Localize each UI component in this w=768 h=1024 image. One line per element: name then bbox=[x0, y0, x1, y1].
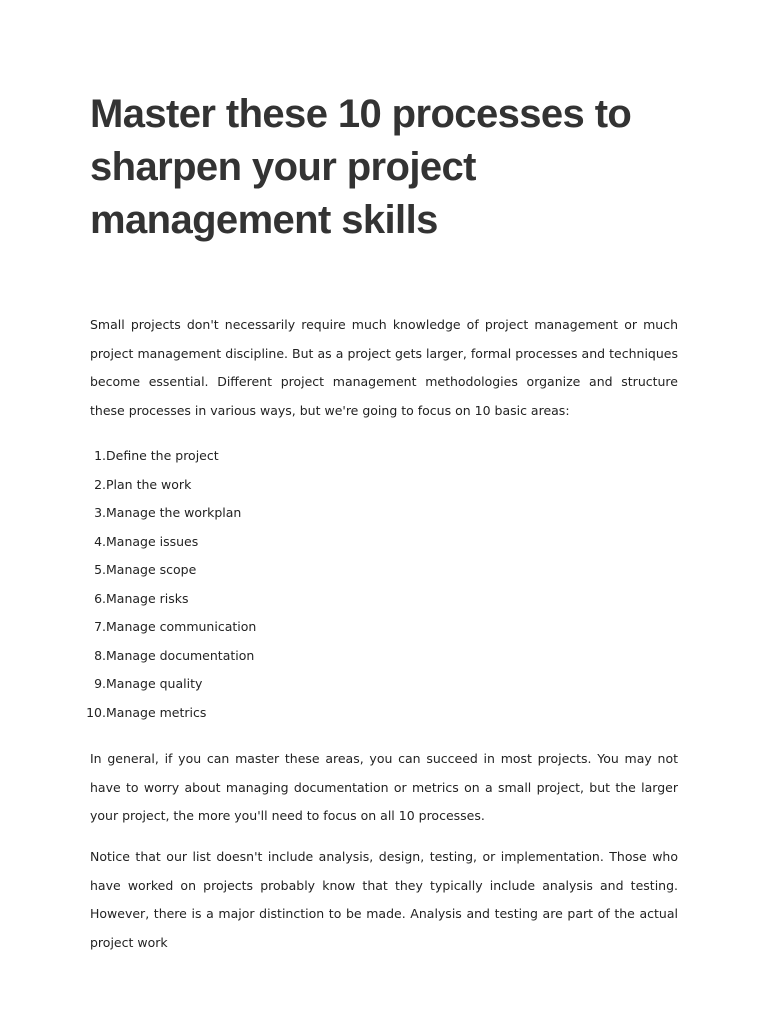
intro-paragraph: Small projects don't necessarily require much knowledge of project management or much project management discipline. But as a project gets larger, formal processes and techniques become essential. Different project management methodologies organize and structure these processes in various ways, but we're going to focus on 10 basic areas: bbox=[90, 317, 678, 418]
list-item-text: Manage issues bbox=[106, 533, 199, 549]
list-item-text: Manage risks bbox=[106, 590, 189, 606]
list-item bbox=[82, 699, 207, 728]
process-list bbox=[82, 442, 257, 727]
list-item bbox=[82, 471, 192, 500]
article-title: Master these 10 processes to sharpen your project management skills bbox=[90, 92, 632, 242]
list-item bbox=[82, 642, 255, 671]
list-item-number: 4. bbox=[94, 533, 106, 549]
list-item bbox=[82, 670, 203, 699]
list-item-number: 8. bbox=[94, 647, 106, 663]
list-item-number: 2. bbox=[94, 476, 106, 492]
list-item-number: 7. bbox=[94, 619, 106, 634]
list-item-number: 10. bbox=[86, 704, 106, 720]
list-item-number: 6. bbox=[94, 590, 106, 606]
list-item bbox=[82, 499, 242, 528]
list-item-number: 9. bbox=[94, 676, 106, 691]
list-item-text: Manage scope bbox=[106, 562, 197, 577]
list-item bbox=[82, 613, 257, 642]
list-item bbox=[82, 528, 199, 557]
body-paragraph: Notice that our list doesn't include analysis, design, testing, or implementation. Those who have worked on projects probably know that they typically include analysis and testing. However, there is a major distinction to be made. Analysis and testing are part of the actual project work bbox=[90, 849, 678, 950]
list-item bbox=[82, 585, 189, 614]
list-item bbox=[82, 442, 219, 471]
list-item-text: Manage quality bbox=[106, 676, 203, 691]
body-paragraph: In general, if you can master these areas, you can succeed in most projects. You may not have to worry about managing documentation or metrics on a small project, but the larger your project, the more you'll need to focus on all 10 processes. bbox=[90, 751, 678, 823]
list-item-text: Manage the workplan bbox=[106, 505, 242, 520]
list-item-text: Manage metrics bbox=[106, 704, 207, 720]
list-item-number: 5. bbox=[94, 562, 106, 577]
list-item-text: Manage communication bbox=[106, 619, 257, 634]
list-item-text: Manage documentation bbox=[106, 647, 255, 663]
list-item-text: Plan the work bbox=[106, 476, 192, 492]
list-item-text: Define the project bbox=[106, 448, 219, 463]
list-item-number: 1. bbox=[94, 448, 106, 463]
list-item-number: 3. bbox=[94, 505, 106, 520]
list-item bbox=[82, 556, 197, 585]
